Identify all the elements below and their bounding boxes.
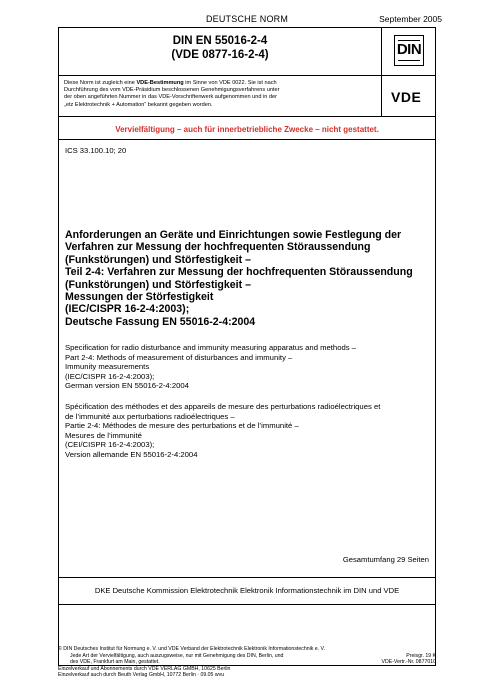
title-french: Spécification des méthodes et des appareils de mesure des perturbations radioélectriques et de l’immunité aux perturbations radioélectriques – Partie 2-4: Méthodes de mesure des perturbations et de l’immunité – Mesures de l’immunité (CEI/CISPR 16-2-4:2003); Version allemande EN 55016-2-4:2004 bbox=[65, 402, 381, 459]
title-german: Anforderungen an Geräte und Einrichtungen sowie Festlegung der Verfahren zur Messung der hochfrequenten Störaussendung (Funkstörungen) und Störfestigkeit – Teil 2-4: Verfahren zur Messung der hochfrequenten Störaussendung (Funkstörungen) und Störfestigkeit – Messungen der Störfestigkeit (IEC/CISPR 16-2-4:2003); Deutsche Fassung EN 55016-2-4:2004 bbox=[65, 229, 413, 328]
standard-number-block bbox=[59, 34, 381, 62]
divider bbox=[59, 577, 435, 578]
total-pages: Gesamtumfang 29 Seiten bbox=[342, 555, 429, 564]
cover-frame bbox=[58, 27, 436, 666]
divider bbox=[59, 139, 435, 140]
standard-number-row bbox=[59, 28, 435, 76]
dke-line: DKE Deutsche Kommission Elektrotechnik Elektronik Informationstechnik im DIN und VDE bbox=[94, 586, 400, 595]
reproduction-notice: Vervielfältigung – auch für innerbetriebliche Zwecke – nicht gestattet. bbox=[115, 125, 379, 134]
footer-copyright: © DIN Deutsches Institut für Normung e. V. und VDE Verband der Elektrotechnik Elektronik Informationstechnik e. V. Jede Art der Vervielfältigung, auch auszugsweise, nur mit Genehmigung des DIN, Berlin, und des VDE, Frankfurt am Main, gestattet. Einzelverkauf und Abonnements durch VDE VERLAG GMBH, 10625 Berlin Einzelverkauf auch durch Beuth Verlag GmbH, 10772 Berlin · 09.05 wvu bbox=[58, 646, 325, 679]
divider bbox=[59, 604, 435, 605]
standard-number: DIN EN 55016-2-4 bbox=[172, 35, 268, 47]
din-logo bbox=[394, 35, 424, 66]
ics-code: ICS 33.100.10; 20 bbox=[65, 146, 127, 155]
title-english: Specification for radio disturbance and immunity measuring apparatus and methods – Part 2-4: Methods of measurement of disturbances and immunity – Immunity measurements (IEC/CISPR 16-2-4:2003); German version EN 55016-2-4:2004 bbox=[65, 343, 357, 391]
cover-body bbox=[59, 117, 435, 665]
page-header bbox=[58, 0, 442, 26]
document-type-title: DEUTSCHE NORM bbox=[205, 14, 289, 24]
publication-date: September 2005 bbox=[379, 14, 442, 24]
order-number: VDE-Vertr.-Nr. 0877010 bbox=[381, 659, 436, 666]
din-logo-bottom-line bbox=[398, 60, 420, 61]
vde-logo: VDE bbox=[391, 89, 422, 105]
vde-number: (VDE 0877-16-2-4) bbox=[171, 49, 269, 61]
price-group: Preisgr. 19 K bbox=[406, 652, 436, 659]
divider bbox=[381, 76, 382, 116]
vde-notice-text: Diese Norm ist zugleich eine VDE-Bestimmung im Sinne von VDE 0022. Sie ist nach Durchführung des vom VDE-Präsidium beschlossenen Genehmigungsverfahrens unter der oben angeführten Nummer in das VDE-Vorschriftenwerk aufgenommen und in der „etz Elektrotechnik + Automation“ bekannt gegeben worden. bbox=[64, 80, 280, 108]
divider bbox=[381, 28, 382, 75]
vde-notice-row bbox=[59, 76, 435, 117]
footer-price bbox=[366, 646, 436, 666]
din-logo-text: DIN bbox=[396, 41, 422, 58]
